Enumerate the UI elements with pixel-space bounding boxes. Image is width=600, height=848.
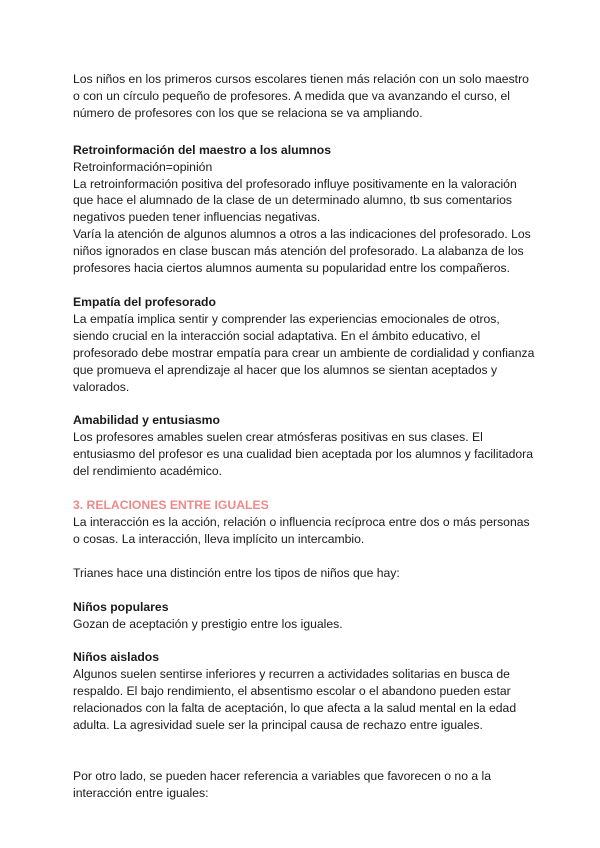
spacer [73,277,535,294]
retro-heading: Retroinformación del maestro a los alumnos [73,142,332,157]
spacer [73,751,535,768]
amabilidad-heading: Amabilidad y entusiasmo [73,413,220,428]
document-page [73,71,535,802]
amabilidad-paragraph: Los profesores amables suelen crear atmósferas positivas en sus clases. El entusiasmo del profesor es una cualidad bien aceptada por los alumnos y facilitadora del rendimiento académico. [73,430,534,479]
spacer [73,632,535,649]
closing-paragraph: Por otro lado, se pueden hacer referencia a variables que favorecen o no a la interacción entre iguales: [73,769,492,800]
populares-heading: Niños populares [73,599,169,614]
aislados-paragraph: Algunos suelen sentirse inferiores y recurren a actividades solitarias en busca de respaldo. El bajo rendimiento, el absentismo escolar o el abandono pueden estar relacionados con la falta de aceptación, lo que afecta a la salud mental en la edad adulta. La agresividad suele ser la principal causa de rechazo entre iguales. [73,667,517,733]
empatia-heading: Empatía del profesorado [73,294,216,309]
retro-definition: Retroinformación=opinión [73,159,213,174]
spacer [73,548,535,565]
spacer [73,582,535,599]
spacer [73,734,535,751]
aislados-heading: Niños aislados [73,650,160,665]
empatia-paragraph: La empatía implica sentir y comprender las experiencias emocionales de otros, siendo crucial en la interacción social adaptativa. En el ámbito educativo, el profesorado debe mostrar empatía para crear un ambiente de cordialidad y confianza que promueva el aprendizaje al hacer que los alumnos se sientan aceptados y valorados. [73,311,535,394]
populares-paragraph: Gozan de aceptación y prestigio entre los iguales. [73,616,343,631]
retro-paragraph-2: Varía la atención de algunos alumnos a otros a las indicaciones del profesorado. Los niños ignorados en clase buscan más atención del profesorado. La alabanza de los profesores hacia ciertos alumnos aumenta su popularidad entre los compañeros. [73,227,531,276]
section-3-paragraph: La interacción es la acción, relación o influencia recíproca entre dos o más personas o cosas. La interacción, lleva implícito un intercambio. [73,514,530,546]
spacer [73,122,535,139]
spacer [73,480,535,497]
spacer [73,395,535,412]
intro-paragraph: Los niños en los primeros cursos escolares tienen más relación con un solo maestro o con un círculo pequeño de profesores. A medida que va avanzando el curso, el número de profesores con los que se relaciona se va ampliando. [73,72,529,120]
retro-paragraph-1: La retroinformación positiva del profesorado influye positivamente en la valoración que hace el alumnado de la clase de un determinado alumno, tb sus comentarios negativos pueden tener influencias negativas. [73,176,517,225]
trianes-paragraph: Trianes hace una distinción entre los tipos de niños que hay: [73,565,400,580]
section-3-heading: 3. RELACIONES ENTRE IGUALES [73,498,269,513]
